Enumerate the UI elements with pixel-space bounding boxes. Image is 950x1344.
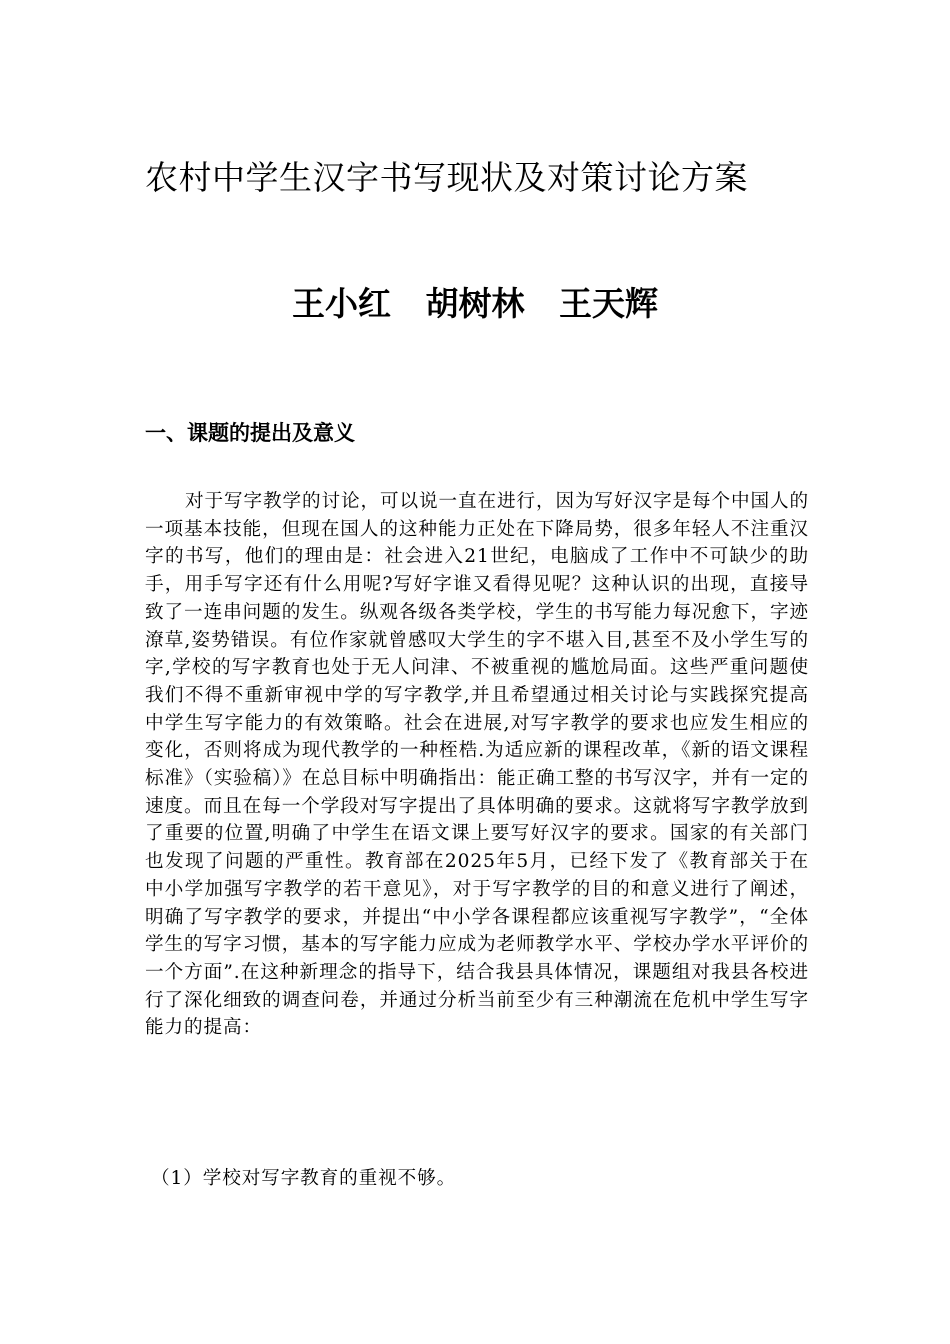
list-item: （1）学校对写字教育的重视不够。 [151,1168,457,1189]
document-title: 农村中学生汉字书写现状及对策讨论方案 [145,158,748,197]
section-heading: 一、课题的提出及意义 [145,421,355,445]
author-list: 王小红 胡树林 王天辉 [292,284,658,323]
body-paragraph: 对于写字教学的讨论，可以说一直在进行，因为写好汉字是每个中国人的一项基本技能，但现在国人的这种能力正处在下降局势，很多年轻人不注重汉字的书写，他们的理由是：社会进入21世纪，电脑成了工作中不可缺少的助手，用手写字还有什么用呢?写好字谁又看得见呢？这种认识的出现，直接导致了一连串问题的发生。纵观各级各类学校，学生的书写能力每况愈下，字迹潦草,姿势错误。有位作家就曾感叹大学生的字不堪入目,甚至不及小学生写的字,学校的写字教育也处于无人问津、不被重视的尴尬局面。这些严重问题使我们不得不重新审视中学的写字教学,并且希望通过相关讨论与实践探究提高中学生写字能力的有效策略。社会在进展,对写字教学的要求也应发生相应的变化，否则将成为现代教学的一种桎梏.为适应新的课程改革，《新的语文课程标准》（实验稿）》在总目标中明确指出：能正确工整的书写汉字，并有一定的速度。而且在每一个学段对写字提出了具体明确的要求。这就将写字教学放到了重要的位置,明确了中学生在语文课上要写好汉字的要求。国家的有关部门也发现了问题的严重性。教育部在2025年5月，已经下发了《教育部关于在中小学加强写字教学的若干意见》，对于写字教学的目的和意义进行了阐述，明确了写字教学的要求，并提出“中小学各课程都应该重视写字教学”，“全体学生的写字习惯，基本的写字能力应成为老师教学水平、学校办学水平评价的一个方面”.在这种新理念的指导下，结合我县具体情况，课题组对我县各校进行了深化细致的调查问卷，并通过分析当前至少有三种潮流在危机中学生写字能力的提高： [145,491,809,1039]
